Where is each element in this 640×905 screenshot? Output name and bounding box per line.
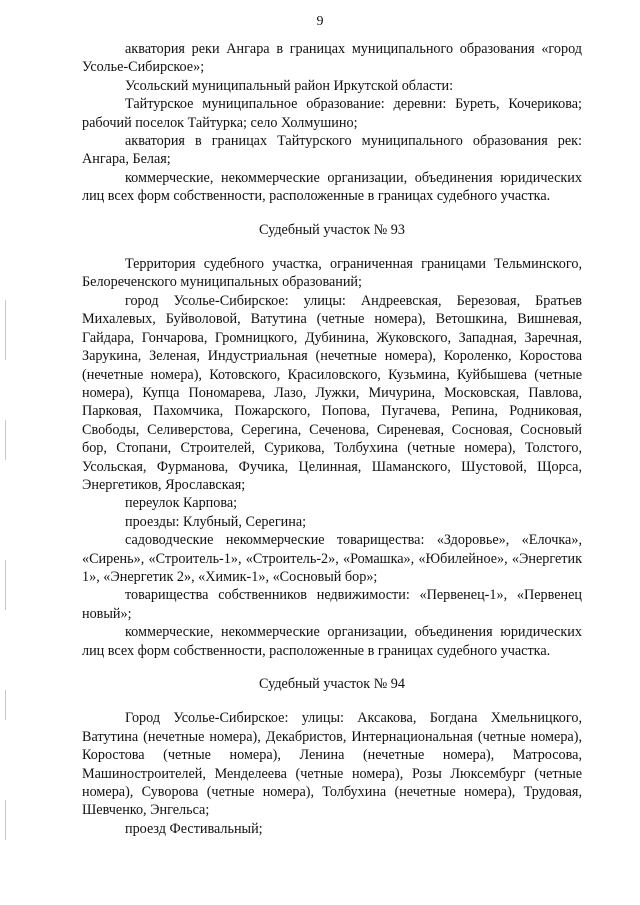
paragraph: акватория реки Ангара в границах муниципального образования «город Усолье-Сибирское»; xyxy=(82,41,582,76)
paragraph: Тайтурское муниципальное образование: деревни: Буреть, Кочерикова; рабочий поселок Тайтурка; село Холмушино; xyxy=(82,96,582,131)
document-body xyxy=(82,40,582,838)
scan-margin-mark xyxy=(5,560,6,610)
section-heading: Судебный участок № 93 xyxy=(259,221,405,238)
paragraph: садоводческие некоммерческие товарищества: «Здоровье», «Елочка», «Сирень», «Строитель-1», «Строитель-2», «Ромашка», «Юбилейное», «Энергетик 1», «Энергетик 2», «Химик-1», «Сосновый бор»; xyxy=(82,532,582,585)
paragraph: проезд Фестивальный; xyxy=(125,820,263,837)
scan-margin-mark xyxy=(5,300,6,360)
paragraph: Территория судебного участка, ограниченная границами Тельминского, Белореченского муниципальных образований; xyxy=(82,256,582,291)
paragraph: коммерческие, некоммерческие организации, объединения юридических лиц всех форм собственности, расположенные в границах судебного участка. xyxy=(82,624,582,659)
scan-margin-mark xyxy=(5,690,6,720)
paragraph: проезды: Клубный, Серегина; xyxy=(125,513,307,530)
paragraph: Город Усолье-Сибирское: улицы: Аксакова, Богдана Хмельницкого, Ватутина (нечетные номера), Декабристов, Интернациональная (четные номера), Коростова (четные номера), Ленина (нечетные номера), Матросова, Машиностроителей, Менделеева (четные номера), Розы Люксембург (четные номера), Суворова (четные номера), Толбухина (нечетные номера), Трудовая, Шевченко, Энгельса; xyxy=(82,710,582,819)
page-number: 9 xyxy=(316,14,324,29)
section-heading: Судебный участок № 94 xyxy=(259,676,405,692)
scan-margin-mark xyxy=(5,800,6,840)
paragraph: Усольский муниципальный район Иркутской области: xyxy=(125,77,454,94)
paragraph: коммерческие, некоммерческие организации, объединения юридических лиц всех форм собственности, расположенные в границах судебного участка. xyxy=(82,169,582,205)
scan-margin-mark xyxy=(5,420,6,460)
paragraph: акватория в границах Тайтурского муниципального образования рек: Ангара, Белая; xyxy=(82,133,582,168)
paragraph: товарищества собственников недвижимости: «Первенец-1», «Первенец новый»; xyxy=(82,587,582,622)
paragraph: город Усолье-Сибирское: улицы: Андреевская, Березовая, Братьев Михалевых, Буйволовой, Ватутина (четные номера), Ветошкина, Вишневая, Гайдара, Гончарова, Громницкого, Дубинина, Жуковского, Западная, Заречная, Зарукина, Зеленая, Индустриальная (нечетные номера), Короленко, Коростова (нечетные номера), Котовского, Красиловского, Кузьмина, Куйбышева (четные номера), Купца Пономарева, Лазо, Лужки, Мичурина, Московская, Павлова, Парковая, Пахомчика, Пожарского, Попова, Пугачева, Репина, Родниковая, Свободы, Селиверстова, Серегина, Сеченова, Сиреневая, Сосновая, Сосновый бор, Стопани, Строителей, Сурикова, Толбухина (четные номера), Толстого, Усольская, Фурманова, Фучика, Целинная, Шаманского, Шустовой, Щорса, Энергетиков, Ярославская; xyxy=(82,292,582,493)
paragraph: переулок Карпова; xyxy=(125,495,238,512)
